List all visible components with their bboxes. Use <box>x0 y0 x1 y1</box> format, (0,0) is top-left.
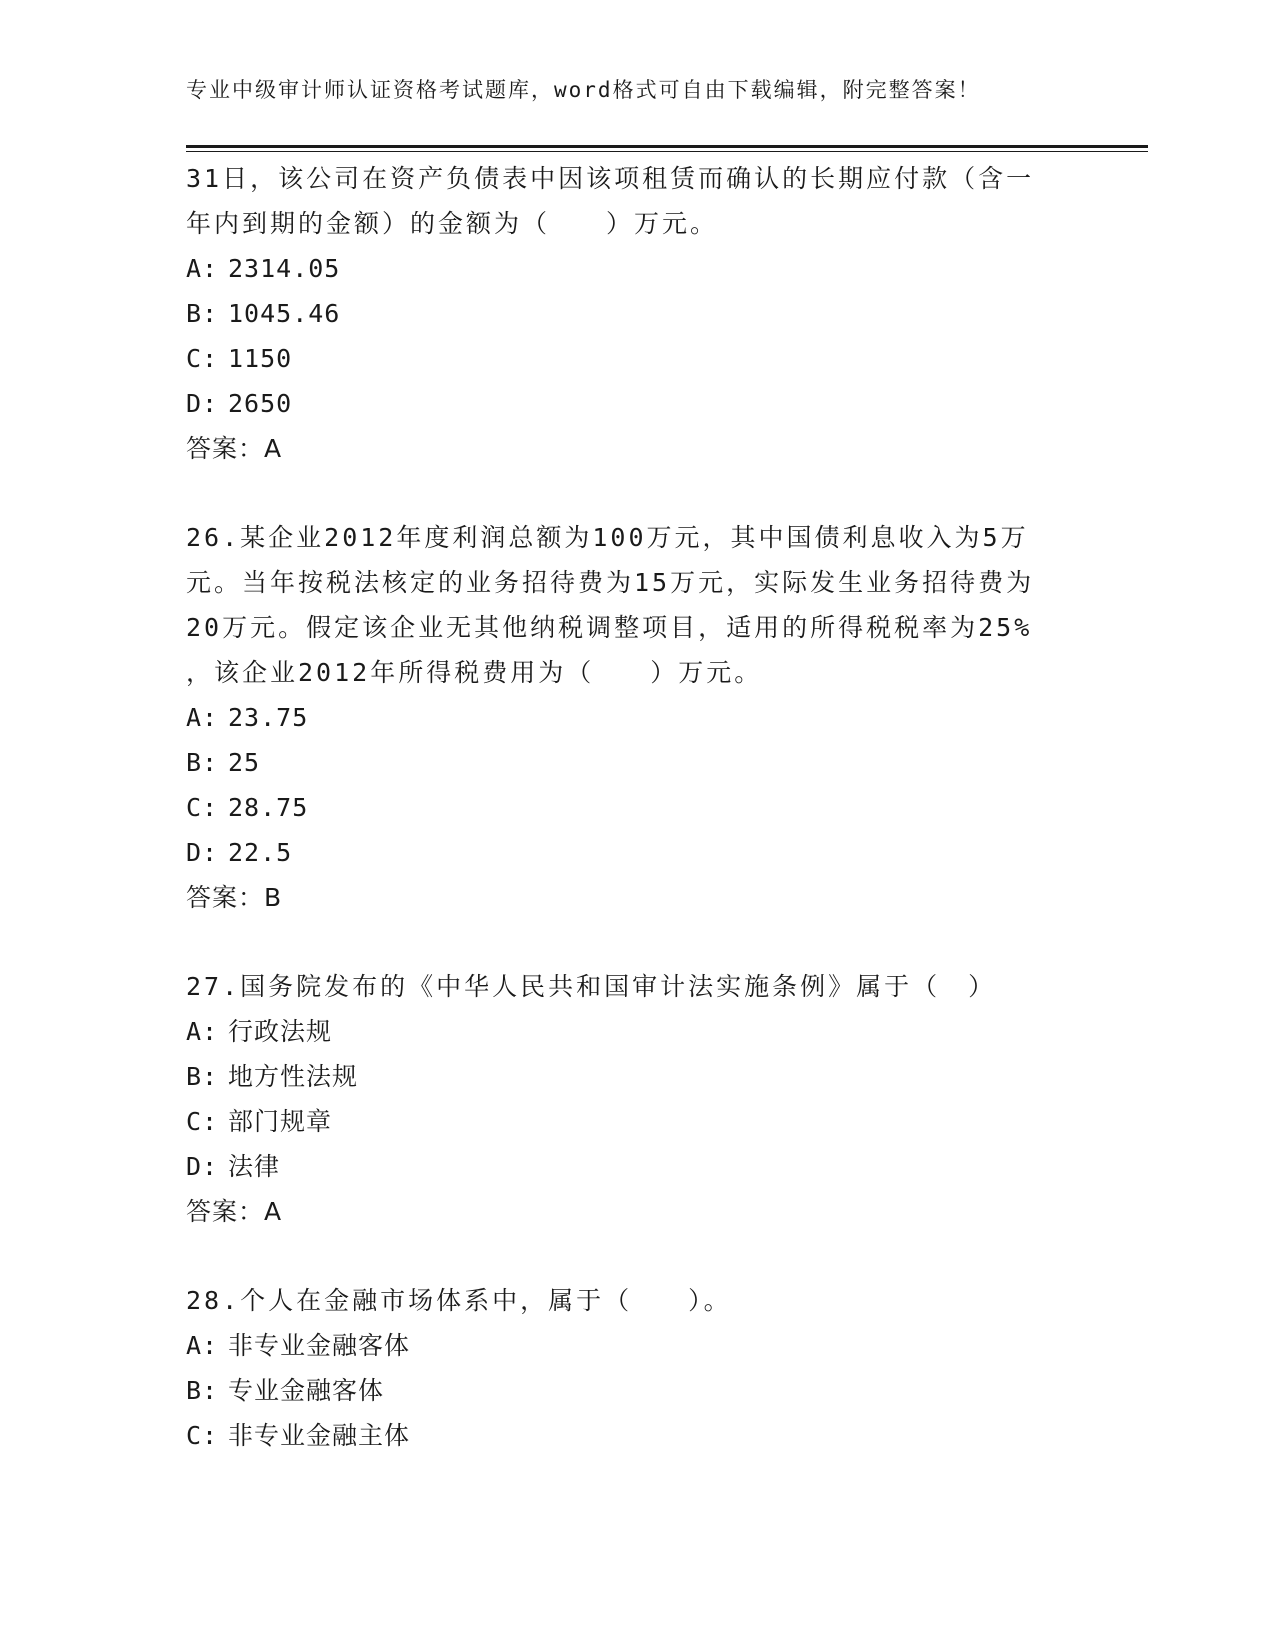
option-text: 非专业金融客体 <box>228 1331 411 1360</box>
question-list <box>186 156 1076 1502</box>
option-b <box>186 1368 1076 1413</box>
option-text: 地方性法规 <box>228 1062 359 1091</box>
option-c <box>186 1099 1076 1144</box>
option-text: 25 <box>228 748 261 777</box>
option-key: A: <box>186 254 219 283</box>
option-text: 2650 <box>228 389 293 418</box>
option-key: B: <box>186 299 219 328</box>
option-b <box>186 291 1076 336</box>
option-b <box>186 1054 1076 1099</box>
question-line: ，该企业2012年所得税费用为（ ）万元。 <box>186 658 763 687</box>
option-text: 非专业金融主体 <box>228 1421 411 1450</box>
option-key: C: <box>186 344 219 373</box>
option-a <box>186 1323 1076 1368</box>
answer-line: 答案：A <box>186 1197 283 1226</box>
option-text: 2314.05 <box>228 254 341 283</box>
option-d <box>186 1144 1076 1189</box>
option-c <box>186 336 1076 381</box>
option-key: D: <box>186 1152 219 1181</box>
answer-line: 答案：B <box>186 883 283 912</box>
option-b <box>186 740 1076 785</box>
option-key: B: <box>186 1376 219 1405</box>
header-rule-thin <box>186 151 1148 152</box>
page-header: 专业中级审计师认证资格考试题库，word格式可自由下载编辑，附完整答案！ <box>186 78 981 102</box>
option-key: C: <box>186 793 219 822</box>
option-text: 专业金融客体 <box>228 1376 385 1405</box>
option-text: 22.5 <box>228 838 293 867</box>
option-text: 1045.46 <box>228 299 341 328</box>
option-key: A: <box>186 1331 219 1360</box>
option-a <box>186 1009 1076 1054</box>
question-line: 元。当年按税法核定的业务招待费为15万元，实际发生业务招待费为 <box>186 568 1035 597</box>
option-text: 法律 <box>228 1152 281 1181</box>
question-block <box>186 515 1076 920</box>
question-line: 26.某企业2012年度利润总额为100万元，其中国债利息收入为5万 <box>186 523 1029 552</box>
option-key: C: <box>186 1421 219 1450</box>
option-c <box>186 785 1076 830</box>
option-key: C: <box>186 1107 219 1136</box>
option-key: B: <box>186 748 219 777</box>
option-text: 部门规章 <box>228 1107 333 1136</box>
header-rule-thick <box>186 145 1148 148</box>
option-key: A: <box>186 1017 219 1046</box>
option-key: D: <box>186 389 219 418</box>
option-a <box>186 246 1076 291</box>
option-c <box>186 1413 1076 1458</box>
question-line: 年内到期的金额）的金额为（ ）万元。 <box>186 209 719 238</box>
option-key: B: <box>186 1062 219 1091</box>
option-a <box>186 695 1076 740</box>
option-text: 28.75 <box>228 793 309 822</box>
option-text: 23.75 <box>228 703 309 732</box>
question-block <box>186 156 1076 471</box>
question-line: 20万元。假定该企业无其他纳税调整项目，适用的所得税税率为25% <box>186 613 1033 642</box>
option-d <box>186 381 1076 426</box>
option-text: 行政法规 <box>228 1017 333 1046</box>
option-d <box>186 830 1076 875</box>
option-key: A: <box>186 703 219 732</box>
option-key: D: <box>186 838 219 867</box>
question-block <box>186 1278 1076 1458</box>
question-line: 28.个人在金融市场体系中，属于（ ）。 <box>186 1286 732 1315</box>
question-line: 31日，该公司在资产负债表中因该项租赁而确认的长期应付款（含一 <box>186 164 1035 193</box>
question-line: 27.国务院发布的《中华人民共和国审计法实施条例》属于（ ） <box>186 972 997 1001</box>
question-block <box>186 964 1076 1234</box>
option-text: 1150 <box>228 344 293 373</box>
answer-line: 答案：A <box>186 434 283 463</box>
